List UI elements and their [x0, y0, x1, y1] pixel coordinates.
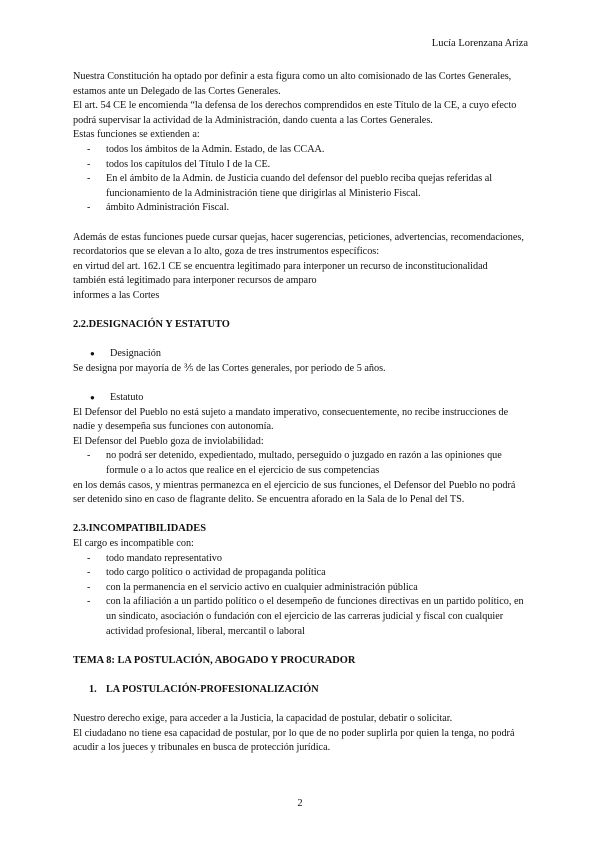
paragraph: informes a las Cortes	[73, 289, 160, 301]
chapter-heading: TEMA 8: LA POSTULACIÓN, ABOGADO Y PROCURADOR	[73, 654, 356, 666]
paragraph: Además de estas funciones puede cursar quejas, hacer sugerencias, peticiones, advertencias, recomendaciones, recordatorios que se elevan a lo alto, goza de tres instrumentos específicos:	[73, 231, 524, 258]
incompatibilities-list	[73, 552, 529, 640]
bullet-item	[73, 391, 529, 406]
list-item: - todo mandato representativo	[73, 552, 529, 567]
list-item: - con la permanencia en el servicio activo en cualquier administración pública	[73, 581, 529, 596]
bullet-label: Estatuto	[110, 392, 144, 404]
functions-list	[73, 143, 529, 216]
page-number: 2	[297, 798, 303, 809]
section-heading: 2.2.DESIGNACIÓN Y ESTATUTO	[73, 319, 230, 331]
paragraph: El art. 54 CE le encomienda “la defensa de los derechos comprendidos en este Título de la CE, a cuyo efecto podrá supervisar la actividad de la Administración, dando cuenta a las Cortes Generales.	[73, 100, 517, 126]
list-item: - todo cargo político o actividad de propaganda política	[73, 566, 529, 581]
paragraph: El cargo es incompatible con:	[73, 538, 194, 549]
paragraph: en virtud del art. 162.1 CE se encuentra legitimado para interponer un recurso de inconstitucionalidad	[73, 260, 488, 272]
paragraph: Nuestra Constitución ha optado por definir a esta figura como un alto comisionado de las Cortes Generales, estamos ante un Delegado de las Cortes Generales.	[73, 71, 512, 97]
list-item: - con la afiliación a un partido político o el desempeño de funciones directivas en un partido político, en un sindicato, asociación o fundación con el ejercicio de las carreras judicial y fiscal con cualquier actividad profesional, liberal, mercantil o laboral	[73, 595, 529, 639]
list-item: - todos los capítulos del Título I de la CE.	[73, 158, 529, 173]
estatuto-list	[73, 449, 529, 478]
bullet-icon: ●	[90, 349, 95, 359]
paragraph: en los demás casos, y mientras permanezca en el ejercicio de sus funciones, el Defensor del Pueblo no podrá ser detenido sino en caso de flagrante delito. Se encuentra aforado en la Sala de lo Penal del TS.	[73, 479, 516, 506]
page-header-author: Lucía Lorenzana Ariza	[431, 38, 528, 49]
page-content	[73, 70, 529, 756]
list-item: - todos los ámbitos de la Admin. Estado, de las CCAA.	[73, 143, 529, 158]
heading-number: 1.	[89, 683, 97, 695]
numbered-heading	[73, 683, 529, 698]
bullet-item	[73, 347, 529, 362]
bullet-icon: ●	[90, 393, 95, 403]
heading-text: LA POSTULACIÓN-PROFESIONALIZACIÓN	[106, 683, 319, 695]
paragraph: Nuestro derecho exige, para acceder a la Justicia, la capacidad de postular, debatir o solicitar.	[73, 713, 453, 725]
paragraph: también está legitimado para interponer recursos de amparo	[73, 275, 317, 287]
paragraph: El ciudadano no tiene esa capacidad de postular, por lo que de no poder suplirla por quien la tenga, no podrá acudir a los jueces y tribunales en busca de protección jurídica.	[73, 727, 515, 754]
list-item: - ámbito Administración Fiscal.	[73, 201, 529, 216]
paragraph: El Defensor del Pueblo no está sujeto a mandato imperativo, consecuentemente, no recibe instrucciones de nadie y desempeña sus funciones con autonomía.	[73, 406, 509, 433]
paragraph: Se designa por mayoría de ⅗ de las Cortes generales, por periodo de 5 años.	[73, 362, 386, 374]
paragraph: Estas funciones se extienden a:	[73, 129, 200, 141]
list-item: - no podrá ser detenido, expedientado, multado, perseguido o juzgado en razón a las opiniones que formule o a lo actos que realice en el ejercicio de sus competencias	[73, 449, 529, 478]
list-item: - En el ámbito de la Admin. de Justicia cuando del defensor del pueblo reciba quejas referidas al funcionamiento de la Administración tiene que dirigirlas al Ministerio Fiscal.	[73, 172, 529, 201]
paragraph: El Defensor del Pueblo goza de inviolabilidad:	[73, 435, 264, 447]
bullet-label: Designación	[110, 348, 161, 360]
section-heading: 2.3.INCOMPATIBILIDADES	[73, 523, 206, 535]
